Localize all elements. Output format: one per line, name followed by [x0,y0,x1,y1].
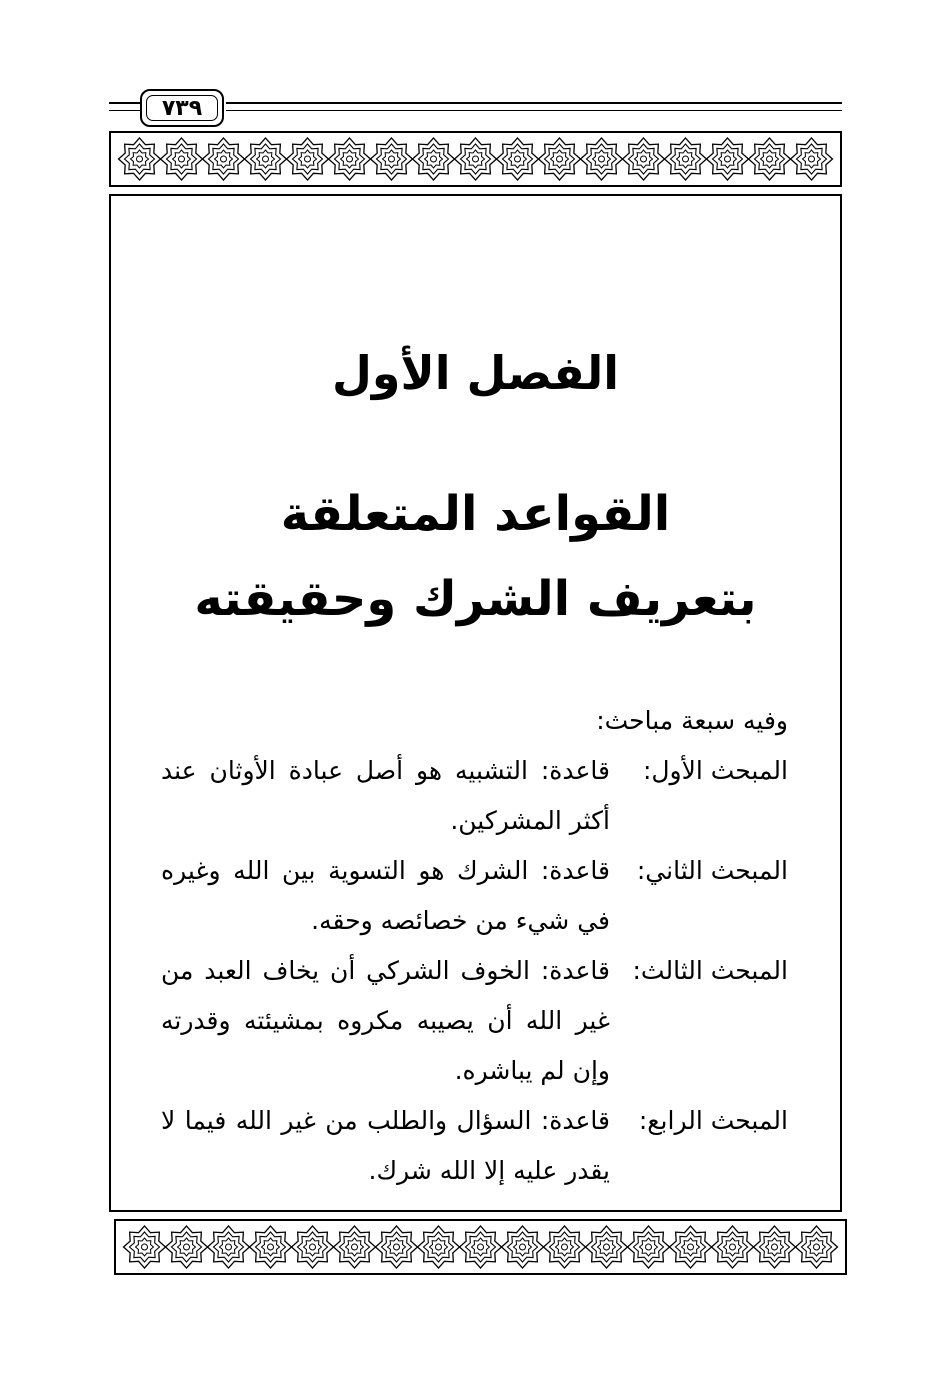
chapter-title: الفصل الأول [331,346,620,400]
topic-text: قاعدة: الشرك هو التسوية بين الله وغيره في شيء من خصائصه وحقه. [161,856,610,935]
header-rule-right-thin [226,110,842,111]
star-knot-ornament-icon [113,135,838,183]
ornament-unit [208,1226,250,1268]
ornament-unit [250,1226,292,1268]
header-rule-left-thin [109,110,140,111]
topic-item-3 [161,946,788,1096]
ornament-unit [124,1226,166,1268]
ornament-unit [376,1226,418,1268]
bottom-ornament-band [114,1219,847,1275]
ornament-unit [623,138,665,180]
ornament-unit [371,138,413,180]
chapter-subtitle-line-1: القواعد المتعلقة [280,486,671,542]
ornament-unit [334,1226,376,1268]
ornament-unit [161,138,203,180]
ornament-unit [796,1226,838,1268]
topic-item-2 [161,846,788,946]
ornament-unit [292,1226,334,1268]
ornament-unit [791,138,833,180]
ornament-unit [749,138,791,180]
ornament-unit [712,1226,754,1268]
page-number-box [140,89,224,127]
ornament-unit [670,1226,712,1268]
header-rule-right [226,102,842,104]
topic-label: المبحث الرابع: [638,1106,788,1135]
ornament-unit [460,1226,502,1268]
topic-text: قاعدة: الخوف الشركي أن يخاف العبد من غير الله أن يصيبه مكروه بمشيئته وقدرته وإن لم يباشره. [161,956,610,1085]
topics-intro: وفيه سبعة مباحث: [596,706,788,735]
ornament-unit [539,138,581,180]
ornament-unit [166,1226,208,1268]
ornament-unit [413,138,455,180]
header-rule-left [109,102,140,104]
top-ornament-band [109,131,842,187]
star-knot-ornament-icon [118,1223,843,1271]
topic-label: المبحث الأول: [642,756,788,785]
topic-text: قاعدة: التشبيه هو أصل عبادة الأوثان عند أكثر المشركين. [161,756,610,835]
ornament-unit [544,1226,586,1268]
ornament-unit [586,1226,628,1268]
ornament-unit [455,138,497,180]
topic-label: المبحث الثالث: [632,956,788,985]
ornament-unit [203,138,245,180]
ornament-unit [329,138,371,180]
topic-item-1 [161,746,788,846]
ornament-unit [581,138,623,180]
ornament-unit [245,138,287,180]
topic-item-4 [161,1096,788,1196]
ornament-unit [287,138,329,180]
ornament-unit [418,1226,460,1268]
ornament-unit [628,1226,670,1268]
ornament-unit [665,138,707,180]
ornament-unit [497,138,539,180]
page-number: ٧٣٩ [161,95,203,121]
chapter-subtitle-line-2: بتعريف الشرك وحقيقته [194,571,757,627]
ornament-unit [754,1226,796,1268]
topic-label: المبحث الثاني: [636,856,788,885]
ornament-unit [502,1226,544,1268]
ornament-unit [119,138,161,180]
topics-list [161,696,788,1196]
ornament-unit [707,138,749,180]
chapter-frame [109,194,842,1212]
topic-text: قاعدة: السؤال والطلب من غير الله فيما لا يقدر عليه إلا الله شرك. [161,1106,610,1185]
